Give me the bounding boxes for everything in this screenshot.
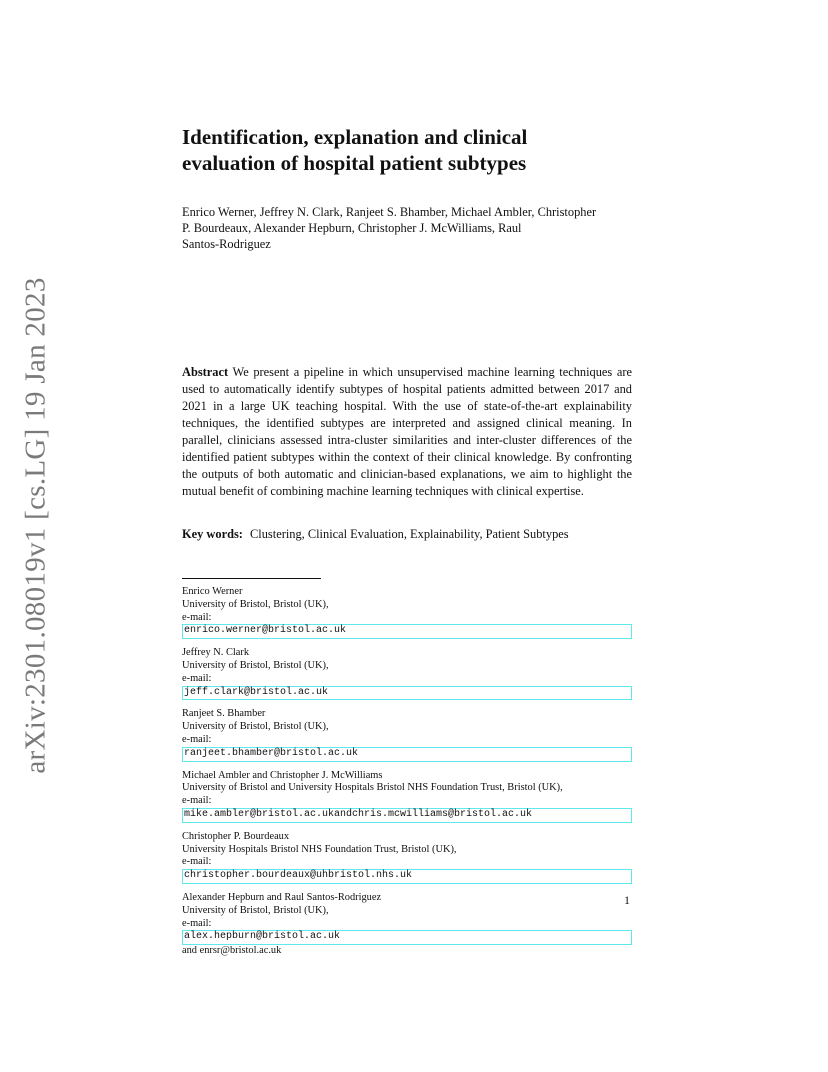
- affiliation: [182, 831, 632, 884]
- email-prefix: e-mail:: [182, 733, 212, 745]
- affiliation-footnotes: [182, 586, 632, 966]
- arxiv-stamp: [12, 276, 60, 774]
- email-line: [182, 856, 632, 884]
- email-line: [182, 612, 632, 640]
- footnote-rule: [182, 578, 321, 579]
- keywords: [182, 526, 632, 543]
- email-link[interactable]: christopher.bourdeaux@uhbristol.nhs.uk: [182, 869, 632, 884]
- email-prefix: e-mail:: [182, 795, 212, 807]
- affiliation-name: Michael Ambler and Christopher J. McWilliams: [182, 769, 383, 781]
- email-link[interactable]: ranjeet.bhamber@bristol.ac.uk: [182, 747, 632, 762]
- affiliation: [182, 586, 632, 639]
- affiliation: [182, 647, 632, 700]
- affiliation: [182, 770, 632, 823]
- email-line: [182, 795, 632, 823]
- page-number: 1: [624, 893, 630, 907]
- arxiv-stamp-text: arXiv:2301.08019v1 [cs.LG] 19 Jan 2023: [19, 276, 52, 774]
- email-line: [182, 918, 632, 958]
- affiliation-name: Jeffrey N. Clark: [182, 647, 250, 659]
- email-prefix: e-mail:: [182, 672, 212, 684]
- paper-title: [182, 124, 642, 176]
- affiliation-name: Ranjeet S. Bhamber: [182, 708, 266, 720]
- affiliation-name: Alexander Hepburn and Raul Santos-Rodriguez: [182, 891, 382, 903]
- affiliation-name: Christopher P. Bourdeaux: [182, 830, 290, 842]
- email-prefix: e-mail:: [182, 856, 212, 868]
- affiliation-institution: University of Bristol, Bristol (UK),: [182, 598, 329, 610]
- email-link[interactable]: enrico.werner@bristol.ac.uk: [182, 624, 632, 639]
- author-list: [182, 204, 642, 252]
- email-link[interactable]: jeff.clark@bristol.ac.uk: [182, 686, 632, 701]
- keywords-text: Clustering, Clinical Evaluation, Explainability, Patient Subtypes: [250, 527, 569, 541]
- title-line: evaluation of hospital patient subtypes: [182, 151, 527, 175]
- abstract-label: Abstract: [182, 365, 229, 379]
- affiliation: [182, 892, 632, 958]
- affiliation-name: Enrico Werner: [182, 586, 243, 597]
- email-link[interactable]: mike.ambler@bristol.ac.ukandchris.mcwilliams@bristol.ac.uk: [182, 808, 632, 823]
- email-suffix: and enrsr@bristol.ac.uk: [182, 945, 282, 957]
- email-line: [182, 673, 632, 701]
- affiliation-institution: University of Bristol and University Hospitals Bristol NHS Foundation Trust, Bristol (UK),: [182, 782, 563, 794]
- email-prefix: e-mail:: [182, 917, 212, 929]
- abstract-text: We present a pipeline in which unsupervised machine learning techniques are used to automatically identify subtypes of hospital patients admitted between 2017 and 2021 in a large UK teaching hospital. With the use of state-of-the-art explainability techniques, the identified subtypes are interpreted and assigned clinical meaning. In parallel, clinicians assessed intra-cluster similarities and inter-cluster differences of the identified patient subtypes within the context of their clinical knowledge. By confronting the outputs of both automatic and clinician-based explanations, we aim to highlight the mutual benefit of combining machine learning techniques with clinical expertise.: [182, 365, 632, 498]
- affiliation-institution: University of Bristol, Bristol (UK),: [182, 904, 329, 916]
- affiliation-institution: University of Bristol, Bristol (UK),: [182, 659, 329, 671]
- affiliation: [182, 708, 632, 761]
- affiliation-institution: University of Bristol, Bristol (UK),: [182, 721, 329, 733]
- abstract: [182, 364, 632, 500]
- author-line: P. Bourdeaux, Alexander Hepburn, Christopher J. McWilliams, Raul: [182, 221, 522, 235]
- email-link[interactable]: alex.hepburn@bristol.ac.uk: [182, 930, 632, 945]
- email-line: [182, 734, 632, 762]
- title-line: Identification, explanation and clinical: [182, 125, 528, 149]
- author-line: Santos-Rodriguez: [182, 237, 271, 251]
- author-line: Enrico Werner, Jeffrey N. Clark, Ranjeet S. Bhamber, Michael Ambler, Christopher: [182, 205, 597, 219]
- email-prefix: e-mail:: [182, 611, 212, 623]
- affiliation-institution: University Hospitals Bristol NHS Foundation Trust, Bristol (UK),: [182, 843, 457, 855]
- keywords-label: Key words:: [182, 527, 243, 541]
